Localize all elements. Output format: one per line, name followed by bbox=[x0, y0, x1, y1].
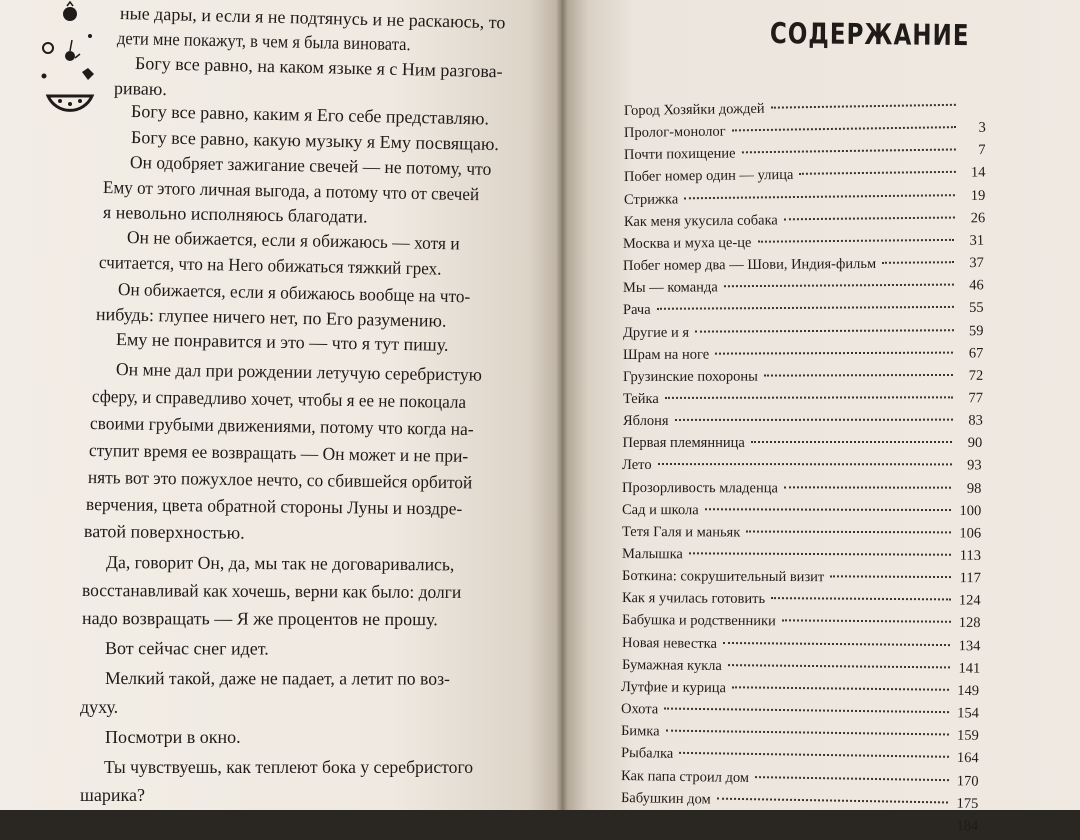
text-line: надо возвращать — Я же процентов не прошу. bbox=[82, 607, 438, 630]
toc-entry bbox=[623, 435, 983, 457]
toc-entry-title: Побег номер два — Шови, Индия-фильм bbox=[623, 256, 876, 275]
text-line: Богу все равно, какую музыку я Ему посвящаю. bbox=[131, 126, 499, 155]
toc-leader-dots bbox=[679, 752, 948, 758]
toc-entry bbox=[623, 368, 983, 391]
toc-entry-title: Мы — команда bbox=[623, 279, 718, 297]
toc-leader-dots bbox=[705, 508, 952, 511]
text-line: Он одобряет зажигание свечей — не потому, что bbox=[130, 151, 492, 180]
toc-leader-dots bbox=[665, 708, 950, 714]
text-line: своими грубыми движениями, потому что когда на- bbox=[90, 412, 474, 440]
toc-leader-dots bbox=[771, 104, 956, 109]
toc-entry bbox=[622, 457, 982, 479]
toc-leader-dots bbox=[751, 441, 952, 443]
toc-entry bbox=[622, 480, 981, 503]
toc-leader-dots bbox=[666, 730, 949, 736]
toc-entry-title: Как меня укусила собака bbox=[623, 212, 777, 231]
toc-entry bbox=[622, 546, 981, 570]
toc-entry-title: Сад и школа bbox=[622, 502, 699, 519]
text-line: Посмотри в окно. bbox=[105, 726, 241, 748]
toc-entry-title: Почти похищение bbox=[624, 146, 736, 165]
toc-entry-title: Как я училась готовить bbox=[622, 590, 765, 608]
text-line: дети мне покажут, в чем я была виновата. bbox=[117, 27, 411, 55]
toc-entry-page: 31 bbox=[960, 232, 984, 249]
toc-leader-dots bbox=[689, 552, 951, 555]
toc-entry-title: Шрам на ноге bbox=[623, 346, 709, 363]
toc-entry bbox=[622, 524, 981, 548]
toc-leader-dots bbox=[727, 664, 949, 668]
toc-entry bbox=[622, 568, 981, 592]
toc-entry-page: 67 bbox=[959, 345, 983, 362]
toc-entry-page: 46 bbox=[960, 278, 984, 295]
toc-entry-title: Тетя Галя и маньяк bbox=[622, 524, 740, 541]
toc-title: СОДЕРЖАНИЕ bbox=[770, 18, 970, 53]
toc-entry-page: 149 bbox=[955, 683, 979, 700]
toc-entry-title: Побег номер один — улица bbox=[624, 167, 794, 186]
toc-entry-page: 128 bbox=[956, 615, 980, 632]
toc-entry bbox=[623, 255, 984, 280]
text-line: Ему от этого личная выгода, а потому что от свечей bbox=[103, 176, 480, 205]
toc-entry-title: Москва и муха це-це bbox=[623, 235, 752, 253]
toc-entry-title: Грузинские похороны bbox=[623, 368, 758, 385]
toc-entry-title: Яблоня bbox=[623, 413, 669, 430]
toc-entry-title: Лето bbox=[622, 457, 652, 474]
toc-entry-title: Бабушка и родственники bbox=[622, 612, 776, 630]
toc-leader-dots bbox=[882, 261, 954, 264]
toc-leader-dots bbox=[830, 575, 951, 578]
toc-entry-title: Первая племянница bbox=[623, 435, 745, 452]
toc-entry-title: Как папа строил дом bbox=[621, 768, 749, 787]
toc-entry-page: 98 bbox=[958, 480, 982, 497]
toc-entry-page: 83 bbox=[958, 413, 982, 430]
toc-entry-title: Рача bbox=[623, 302, 651, 319]
text-line: Мелкий такой, даже не падает, а летит по воз- bbox=[105, 667, 450, 690]
toc-entry-page: 134 bbox=[956, 638, 980, 655]
toc-entry-title: Прозорливость младенца bbox=[622, 480, 778, 497]
toc-entry-page: 184 bbox=[954, 818, 978, 835]
toc-entry-page: 59 bbox=[959, 323, 983, 340]
text-line: сферу, и справедливо хочет, чтобы я ее не покоцала bbox=[92, 385, 466, 413]
toc-leader-dots bbox=[717, 797, 949, 803]
toc-leader-dots bbox=[715, 351, 953, 354]
toc-entry-page: 154 bbox=[955, 705, 979, 722]
toc-entry bbox=[623, 413, 983, 435]
text-line: восстанавливай как хочешь, верни как было: долги bbox=[82, 579, 461, 603]
toc-entry-page: 19 bbox=[961, 187, 985, 204]
text-line: Богу все равно, каким я Его себе представляю. bbox=[131, 100, 489, 129]
toc-entry-title: Новая невестка bbox=[622, 635, 717, 653]
toc-leader-dots bbox=[746, 530, 951, 533]
toc-leader-dots bbox=[664, 396, 952, 399]
toc-entry bbox=[621, 635, 980, 660]
toc-entry-title: Лутфие и курица bbox=[621, 679, 726, 697]
toc-leader-dots bbox=[657, 306, 954, 310]
toc-entry-page: 175 bbox=[954, 795, 978, 812]
toc-leader-dots bbox=[732, 126, 956, 131]
text-line: нять вот это пожухлое нечто, со сбившейся орбитой bbox=[88, 466, 473, 493]
toc-leader-dots bbox=[684, 194, 955, 199]
toc-entry-page: 3 bbox=[962, 120, 986, 137]
toc-entry bbox=[623, 345, 983, 369]
text-line: Он обижается, если я обижаюсь вообще на что- bbox=[118, 278, 471, 307]
toc-leader-dots bbox=[732, 686, 949, 691]
toc-entry-title: Другие и я bbox=[623, 324, 689, 341]
toc-entry-page: 141 bbox=[956, 660, 980, 677]
text-line: Он мне дал при рождении летучую серебристую bbox=[116, 358, 482, 386]
text-line: ные дары, и если я не подтянусь и не раскаюсь, то bbox=[120, 2, 506, 33]
toc-entry-page: 77 bbox=[959, 390, 983, 407]
toc-leader-dots bbox=[764, 374, 953, 377]
text-line: Да, говорит Он, да, мы так не договаривались, bbox=[106, 551, 455, 575]
toc-entry bbox=[622, 590, 981, 615]
toc-entry bbox=[623, 187, 985, 213]
toc-entry-page: 164 bbox=[955, 750, 979, 767]
toc-entry-page: 159 bbox=[955, 728, 979, 745]
toc-entry-page: 7 bbox=[961, 142, 985, 159]
toc-entry bbox=[623, 300, 984, 324]
toc-leader-dots bbox=[755, 776, 948, 781]
toc-entry bbox=[623, 232, 984, 257]
toc-leader-dots bbox=[741, 149, 955, 154]
toc-entry-page: 26 bbox=[961, 210, 985, 227]
toc-leader-dots bbox=[724, 284, 954, 288]
toc-entry-page: 14 bbox=[961, 165, 985, 182]
toc-leader-dots bbox=[771, 597, 951, 600]
toc-leader-dots bbox=[784, 486, 952, 488]
text-line: ступит время ее возвращать — Он может и не при- bbox=[89, 439, 469, 467]
toc-entry-page: 90 bbox=[958, 435, 982, 452]
toc-entry-page: 117 bbox=[957, 570, 981, 587]
toc-entry-page: 93 bbox=[958, 458, 982, 475]
toc-entry bbox=[622, 502, 981, 525]
text-line: риваю. bbox=[114, 77, 167, 100]
toc-leader-dots bbox=[658, 463, 952, 465]
toc-leader-dots bbox=[799, 171, 955, 175]
text-line: Богу все равно, на каком языке я с Ним разгова- bbox=[135, 52, 503, 82]
text-line: я невольно исполняюсь благодати. bbox=[103, 201, 368, 228]
toc-entry bbox=[623, 210, 984, 236]
toc-entry-page: 170 bbox=[954, 773, 978, 790]
toc-leader-dots bbox=[674, 419, 952, 421]
text-line: Ему не понравится и это — что я тут пишу. bbox=[116, 328, 449, 356]
text-line: ватой поверхностью. bbox=[84, 520, 245, 544]
toc-entry-title: Охота bbox=[621, 701, 658, 718]
text-line: Он не обижается, если я обижаюсь — хотя и bbox=[127, 226, 460, 254]
toc-entry bbox=[623, 323, 984, 347]
toc-entry-title: Рыбалка bbox=[621, 745, 673, 763]
toc-entry-title: Бумажная кукла bbox=[621, 657, 721, 675]
toc-leader-dots bbox=[758, 239, 955, 243]
toc-leader-dots bbox=[723, 642, 950, 646]
toc-entry-page: 100 bbox=[957, 503, 981, 520]
toc-entry-title: Боткина: сокрушительный визит bbox=[622, 568, 824, 586]
toc-leader-dots bbox=[783, 216, 954, 220]
text-line: считается, что на Него обижаться тяжкий грех. bbox=[99, 251, 442, 280]
toc-entry-title: Тейка bbox=[623, 391, 659, 408]
text-line: шарика? bbox=[80, 784, 145, 806]
text-line: Вот сейчас снег идет. bbox=[105, 637, 269, 660]
toc-entry-title: Бимка bbox=[621, 723, 660, 741]
text-line: верчения, цвета обратной стороны Луны и ноздре- bbox=[86, 493, 463, 520]
toc-entry bbox=[623, 278, 984, 303]
toc-leader-dots bbox=[782, 620, 951, 623]
toc-entry-title: Стрижка bbox=[623, 191, 677, 209]
text-line: нибудь: глупее ничего нет, по Его разумению. bbox=[96, 303, 447, 332]
toc-entry bbox=[623, 390, 983, 413]
toc-entry-page: 37 bbox=[960, 255, 984, 272]
toc-entry bbox=[622, 612, 981, 637]
toc-entry-page: 124 bbox=[956, 593, 980, 610]
toc-entry-page: 72 bbox=[959, 368, 983, 385]
toc-entry-title: Бабушкин дом bbox=[621, 790, 711, 809]
toc-entry-page: 113 bbox=[957, 548, 981, 565]
toc-entry-title: Пролог-монолог bbox=[624, 124, 726, 142]
toc-entry-title: Город Хозяйки дождей bbox=[624, 101, 765, 120]
toc-leader-dots bbox=[695, 329, 953, 332]
toc-entry-page: 106 bbox=[957, 525, 981, 542]
text-line: духу. bbox=[80, 696, 118, 718]
toc-entry-title: Малышка bbox=[622, 546, 683, 563]
toc-entry-page: 55 bbox=[960, 300, 984, 317]
text-line: Ты чувствуешь, как теплеют бока у серебристого bbox=[104, 756, 473, 778]
